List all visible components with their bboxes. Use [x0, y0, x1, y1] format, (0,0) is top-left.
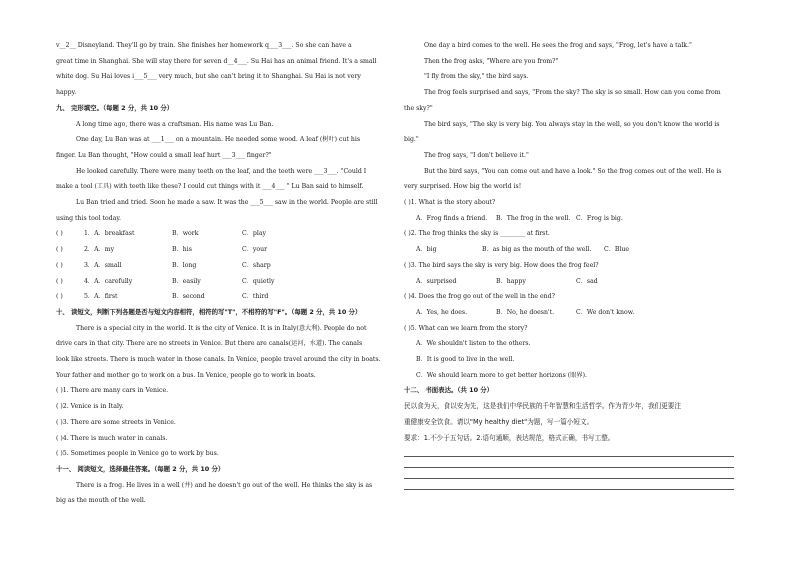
- option-b[interactable]: B．as big as the mouth of the well.: [482, 246, 592, 254]
- passage-line: make a tool (工具) with teeth like these? I could cut things with it ___4___ " Lu Ban said to himself.: [56, 183, 364, 191]
- option-b: B．work: [172, 230, 199, 238]
- mc-options: [404, 274, 738, 290]
- option-b: B．his: [172, 246, 192, 254]
- cloze-question: [56, 242, 388, 258]
- option-b: B．long: [172, 261, 197, 269]
- mc-question[interactable]: ( )2. The frog thinks the sky is ________ at first.: [404, 230, 550, 238]
- judge-statement[interactable]: ( )1. There are many cars in Venice.: [56, 387, 169, 395]
- option-b[interactable]: B．The frog in the well.: [496, 214, 571, 222]
- option-c[interactable]: C．sad: [576, 277, 598, 285]
- passage-line: Your father and mother go to work on a bus. In Venice, people go to work in boats.: [56, 371, 316, 379]
- option-c: C．quietly: [242, 277, 275, 285]
- mc-question[interactable]: ( )3. The bird says the sky is very big. How does the frog feel?: [404, 261, 599, 269]
- writing-line[interactable]: [404, 467, 734, 468]
- option-c: C．your: [242, 246, 268, 254]
- story-line: The frog feels surprised and says, "From the sky? The sky is so small. How can you come from: [424, 89, 721, 97]
- mc-options: [404, 242, 738, 258]
- left-column: [56, 38, 388, 509]
- story-line: Then the frog asks, "Where are you from?": [424, 57, 559, 65]
- option-a: 5．A．first: [84, 293, 118, 301]
- option-c: C．sharp: [242, 261, 271, 269]
- passage-line: One day, Lu Ban was at ___1___ on a mountain. He needed some wood. A leaf (树叶) cut his: [76, 136, 361, 144]
- answer-bracket[interactable]: ( ): [56, 246, 63, 254]
- option-c[interactable]: C．Frog is big.: [576, 214, 623, 222]
- writing-line[interactable]: [404, 489, 734, 490]
- option-a: 1．A．breakfast: [84, 230, 135, 238]
- writing-line[interactable]: [404, 456, 734, 457]
- story-line: The bird says, "The sky is very big. You always stay in the well, so you don't know the world is: [424, 120, 720, 128]
- story-line: big.": [404, 136, 419, 144]
- passage-line: big as the mouth of the well.: [56, 497, 146, 505]
- story-line: the sky?": [404, 104, 433, 112]
- answer-bracket[interactable]: ( ): [56, 230, 63, 238]
- story-line: One day a bird comes to the well. He sees the frog and says, "Frog, let's have a talk.": [424, 42, 692, 49]
- section-9-title: 九、 完形填空。（每题 2 分，共 10 分）: [56, 103, 174, 112]
- judge-statement[interactable]: ( )3. There are some streets in Venice.: [56, 418, 176, 426]
- option-c[interactable]: C．We should learn more to get better horizons (眼界).: [416, 371, 587, 379]
- option-a[interactable]: A．Frog finds a friend.: [416, 214, 488, 222]
- option-b: B．second: [172, 293, 205, 301]
- option-a: 2．A．my: [84, 246, 115, 254]
- writing-instruction: 重健康安全饮食。请以"My healthy diet"为题，写一篇小短文。: [404, 417, 594, 426]
- story-line: But the bird says, "You can come out and have a look." So the frog comes out of the well. He is: [424, 167, 722, 175]
- option-c: C．third: [242, 293, 269, 301]
- intro-line: great time in Shanghai. She will stay there for seven d__4___. Su Hai has an animal friend. It's a small: [56, 57, 377, 65]
- option-b[interactable]: B．No, he doesn't.: [496, 308, 555, 316]
- option-a[interactable]: A．Yes, he does.: [416, 308, 468, 316]
- story-line: "I fly from the sky," the bird says.: [424, 73, 529, 81]
- answer-bracket[interactable]: ( ): [56, 261, 63, 269]
- option-b[interactable]: B．It is good to live in the well.: [416, 356, 515, 364]
- option-b[interactable]: B．happy: [496, 277, 526, 285]
- option-c: C．play: [242, 230, 267, 238]
- section-11-title: 十一、 阅读短文，选择最佳答案。（每题 2 分，共 10 分）: [56, 464, 225, 473]
- option-a: 3．A．small: [84, 261, 122, 269]
- option-a[interactable]: A．We shouldn't listen to the others.: [416, 340, 531, 348]
- cloze-question: [56, 226, 388, 242]
- writing-requirement: 要求：1.不少于五句话。2.语句通顺，表达规范，格式正确，书写工整。: [404, 433, 615, 442]
- intro-line: white dog. Su Hai loves i___5___ very much, but she can't bring it to Shanghai. Su Hai is not very: [56, 73, 361, 81]
- option-a[interactable]: A．big: [416, 246, 437, 254]
- passage-line: look like streets. There is much water in those canals. In Venice, people travel around the city in boats.: [56, 356, 381, 364]
- judge-statement[interactable]: ( )4. There is much water in canals.: [56, 434, 168, 442]
- mc-options: [404, 211, 738, 227]
- story-line: The frog says, "I don't believe it.": [424, 151, 529, 159]
- judge-statement[interactable]: ( )5. Sometimes people in Venice go to work by bus.: [56, 450, 219, 458]
- mc-options: [404, 305, 738, 321]
- mc-question[interactable]: ( )1. What is the story about?: [404, 199, 496, 207]
- writing-instruction: 民以食为天，食以安为先，这是我们中华民族的千年智慧和生活哲学。作为青少年，我们更要注: [404, 402, 681, 411]
- option-b: B．easily: [172, 277, 201, 285]
- section-10-title: 十、 读短文，判断下列各题是否与短文内容相符，相符的写"T"，不相符的写"F"。（每题 2 分，共 10 分）: [56, 307, 362, 316]
- passage-line: drive cars in that city. There are no streets in Venice. But there are canals(运河，水道). The canals: [56, 340, 363, 348]
- option-c[interactable]: C．Blue: [604, 246, 630, 254]
- section-12-title: 十二、 书面表达。（共 10 分）: [404, 386, 494, 395]
- mc-question[interactable]: ( )4. Does the frog go out of the well in the end?: [404, 293, 555, 301]
- passage-line: A long time ago, there was a craftsman. His name was Lu Ban.: [76, 120, 274, 128]
- passage-line: There is a frog. He lives in a well (井) and he doesn't go out of the well. He thinks the sky is as: [76, 481, 373, 489]
- answer-bracket[interactable]: ( ): [56, 277, 63, 285]
- cloze-question: [56, 274, 388, 290]
- writing-line[interactable]: [404, 478, 734, 479]
- intro-line: happy.: [56, 89, 77, 97]
- cloze-question: [56, 258, 388, 274]
- story-line: very surprised. How big the world is!: [404, 183, 522, 191]
- passage-line: There is a special city in the world. It is the city of Venice. It is in Italy(意大利). People do not: [76, 324, 367, 332]
- passage-line: Lu Ban tried and tried. Soon he made a saw. It was the ___5___ saw in the world. People are still: [76, 199, 378, 207]
- judge-statement[interactable]: ( )2. Venice is in Italy.: [56, 403, 124, 411]
- option-a[interactable]: A．surprised: [416, 277, 457, 285]
- mc-question[interactable]: ( )5. What can we learn from the story?: [404, 324, 528, 332]
- right-column: [404, 38, 738, 490]
- option-c[interactable]: C．We don't know.: [576, 308, 635, 316]
- option-a: 4．A．carefully: [84, 277, 133, 285]
- passage-line: He looked carefully. There were many teeth on the leaf, and the teeth were ___3___. "Could I: [76, 167, 367, 175]
- intro-line: v__2__ Disneyland. They'll go by train. She finishes her homework q___3___. So she can have a: [56, 42, 352, 49]
- passage-line: using this tool today.: [56, 214, 122, 222]
- passage-line: finger. Lu Ban thought, "How could a small leaf hurt ___3___ finger?": [56, 151, 272, 159]
- cloze-question: [56, 289, 388, 305]
- answer-bracket[interactable]: ( ): [56, 293, 63, 301]
